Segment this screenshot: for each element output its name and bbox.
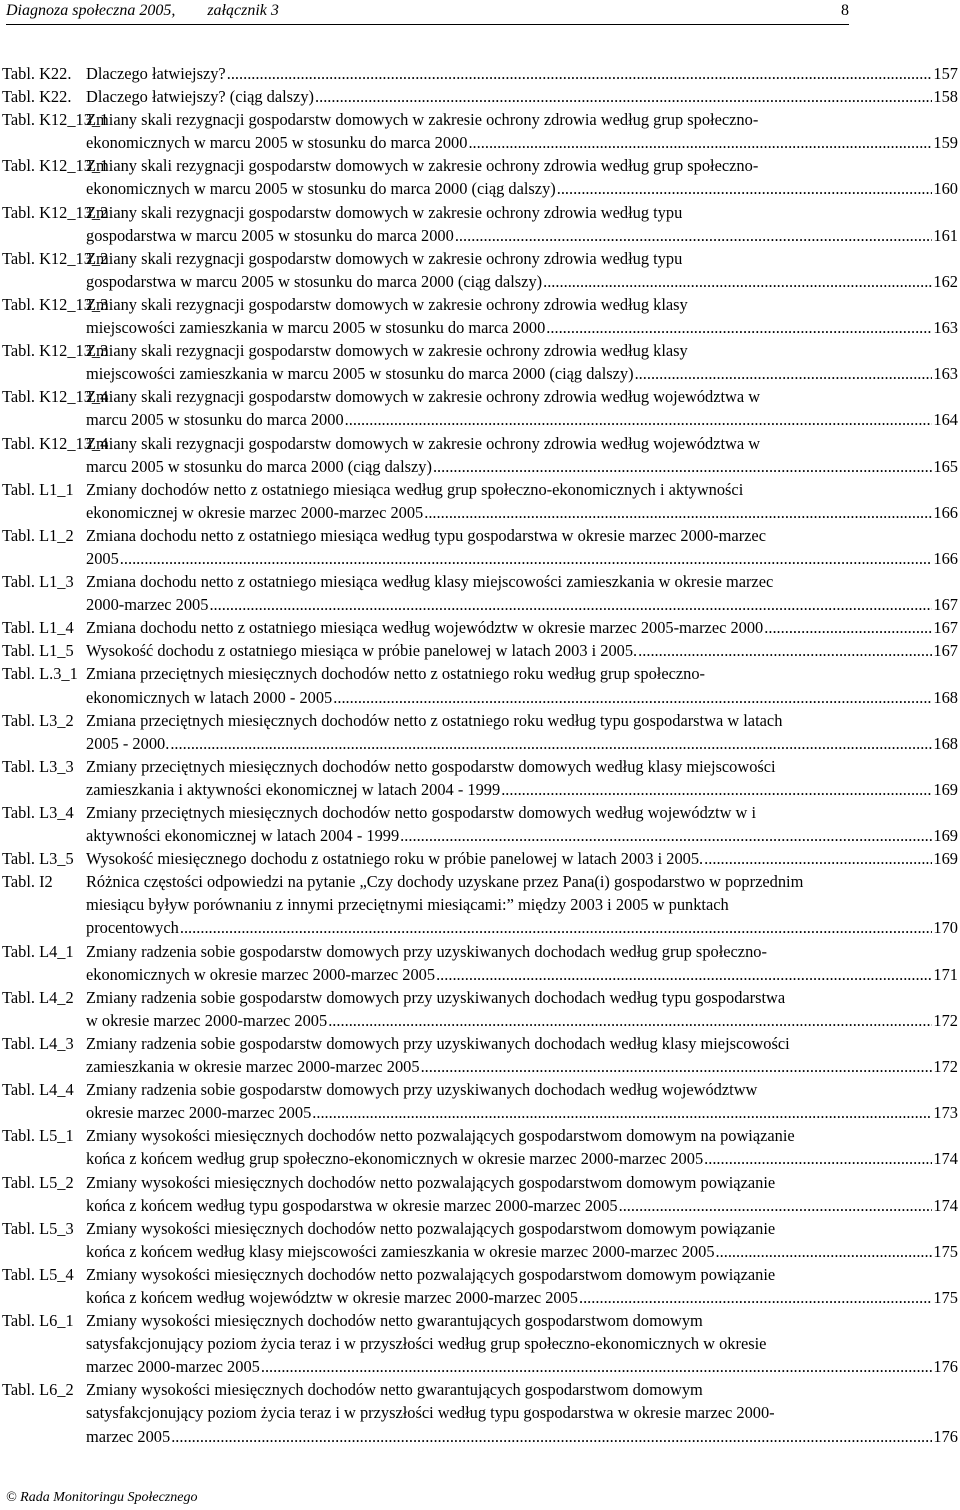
toc-entry[interactable] <box>2 847 958 870</box>
toc-entry-text: ekonomicznych w okresie marzec 2000-marzec 2005 <box>86 964 436 984</box>
toc-entry[interactable] <box>2 1378 958 1447</box>
dot-leader <box>455 224 933 247</box>
toc-entry-last-line <box>86 1286 958 1309</box>
dot-leader <box>171 1425 932 1448</box>
toc-entry-page[interactable]: 161 <box>933 225 958 245</box>
toc-entry-label: Tabl. K22. <box>2 64 72 83</box>
toc-entry-page[interactable]: 167 <box>933 595 958 615</box>
toc-entry-page[interactable]: 163 <box>933 318 958 338</box>
toc-entry[interactable] <box>2 709 958 755</box>
toc-entry-text-line: Zmiany skali rezygnacji gospodarstw domowych w zakresie ochrony zdrowia według typu <box>86 248 683 268</box>
table-of-contents <box>2 62 958 1448</box>
toc-entry-text: końca z końcem według typu gospodarstwa w okresie marzec 2000-marzec 2005 <box>86 1195 618 1215</box>
toc-entry-text-line: Zmiany skali rezygnacji gospodarstw domowych w zakresie ochrony zdrowia według województwa w <box>86 433 761 453</box>
toc-entry-text: marzec 2000-marzec 2005 <box>86 1357 260 1377</box>
toc-entry-page[interactable]: 173 <box>933 1103 958 1123</box>
toc-entry-text: zamieszkania w okresie marzec 2000-marzec 2005 <box>86 1057 420 1077</box>
toc-entry-text: gospodarstwa w marcu 2005 w stosunku do marca 2000 <box>86 225 454 245</box>
toc-entry-last-line <box>86 686 958 709</box>
toc-entry-text: Zmiana dochodu netto z ostatniego miesiąca według województw w okresie marzec 2005-marzec 2000 <box>86 618 764 638</box>
toc-entry-text: Dlaczego łatwiejszy? <box>86 64 226 83</box>
toc-entry-text: końca z końcem według województw w okresie marzec 2000-marzec 2005 <box>86 1287 578 1307</box>
toc-entry-label: Tabl. K12_13_1 <box>2 110 109 130</box>
toc-entry[interactable] <box>2 940 958 986</box>
toc-entry-page[interactable]: 158 <box>933 87 958 107</box>
toc-entry-page[interactable]: 164 <box>933 410 958 430</box>
dot-leader <box>120 547 933 570</box>
toc-entry[interactable] <box>2 616 958 639</box>
toc-entry-text-line: Zmiany radzenia sobie gospodarstw domowych przy uzyskiwanych dochodach według województww <box>86 1080 758 1100</box>
dot-leader <box>261 1355 933 1378</box>
dot-leader <box>180 916 933 939</box>
toc-entry-page[interactable]: 172 <box>933 1010 958 1030</box>
toc-entry-label: Tabl. K12_13_3 <box>2 341 109 361</box>
toc-entry-label: Tabl. L3_4 <box>2 803 74 822</box>
toc-entry-label: Tabl. L5_3 <box>2 1218 74 1238</box>
toc-entry-last-line <box>86 616 958 639</box>
toc-entry-text: procentowych <box>86 918 179 938</box>
dot-leader <box>312 1101 932 1124</box>
toc-entry-text-line: Zmiany przeciętnych miesięcznych dochodów netto gospodarstw domowych według klasy miejscowości <box>86 756 776 776</box>
page-number: 8 <box>841 2 849 19</box>
toc-entry[interactable] <box>2 201 958 247</box>
toc-entry[interactable] <box>2 870 958 939</box>
toc-entry-label: Tabl. L5_2 <box>2 1172 74 1192</box>
dot-leader <box>333 686 932 709</box>
toc-entry-text-line: Zmiany radzenia sobie gospodarstw domowych przy uzyskiwanych dochodach według grup społeczno- <box>86 941 767 961</box>
toc-entry-text: Dlaczego łatwiejszy? (ciąg dalszy) <box>86 87 314 107</box>
toc-entry-text: marcu 2005 w stosunku do marca 2000 <box>86 410 344 430</box>
toc-entry-page[interactable]: 174 <box>933 1195 958 1215</box>
toc-entry-page[interactable]: 175 <box>933 1287 958 1307</box>
toc-entry-page[interactable]: 168 <box>933 733 958 753</box>
toc-entry-label: Tabl. L5_4 <box>2 1264 74 1284</box>
toc-entry-text: okresie marzec 2000-marzec 2005 <box>86 1103 312 1123</box>
dot-leader <box>704 1147 932 1170</box>
toc-entry-label: Tabl. L3_5 <box>2 849 74 869</box>
toc-entry[interactable] <box>2 1032 958 1078</box>
dot-leader <box>579 1286 932 1309</box>
toc-entry-text: aktywności ekonomicznej w latach 2004 - 1999 <box>86 826 400 846</box>
dot-leader <box>468 131 932 154</box>
dot-leader <box>543 270 932 293</box>
toc-entry-text: ekonomicznych w marcu 2005 w stosunku do marca 2000 <box>86 133 468 153</box>
toc-entry[interactable] <box>2 986 958 1032</box>
toc-entry-label: Tabl. K12_13_2 <box>2 202 109 222</box>
toc-entry-last-line <box>86 593 958 616</box>
toc-entry-last-line <box>86 963 958 986</box>
toc-entry-text: marcu 2005 w stosunku do marca 2000 (ciąg dalszy) <box>86 456 432 476</box>
toc-entry[interactable] <box>2 662 958 708</box>
toc-entry-page[interactable]: 176 <box>933 1357 958 1377</box>
toc-entry-text-line: Zmiana przeciętnych miesięcznych dochodów netto z ostatniego roku według grup społeczno- <box>86 664 705 684</box>
toc-entry-last-line <box>86 1147 958 1170</box>
toc-entry-text: zamieszkania i aktywności ekonomicznej w latach 2004 - 1999 <box>86 779 501 799</box>
toc-entry-label: Tabl. L4_1 <box>2 941 74 961</box>
toc-entry-label: Tabl. K12_13_4 <box>2 387 109 407</box>
toc-entry[interactable] <box>2 1171 958 1217</box>
toc-entry-text: 2005 <box>86 548 119 568</box>
dot-leader <box>638 639 932 662</box>
toc-entry-last-line <box>86 501 958 524</box>
dot-leader <box>764 616 932 639</box>
toc-entry[interactable] <box>2 524 958 570</box>
toc-entry[interactable] <box>2 1263 958 1309</box>
page-footer: © Rada Monitoringu Społecznego <box>6 1490 198 1505</box>
toc-entry-last-line <box>86 547 958 570</box>
toc-entry-last-line <box>86 732 958 755</box>
toc-entry-last-line <box>86 1009 958 1032</box>
toc-entry-page[interactable]: 176 <box>933 1426 958 1446</box>
toc-entry[interactable] <box>2 1217 958 1263</box>
toc-entry-last-line <box>86 270 958 293</box>
toc-entry-last-line <box>86 847 958 870</box>
toc-entry[interactable] <box>2 1124 958 1170</box>
toc-entry-text-line: miesiącu byływ porównaniu z innymi przeciętnymi miesiącami:” między 2003 i 2005 w punktach <box>86 895 729 915</box>
toc-entry-text: miejscowości zamieszkania w marcu 2005 w stosunku do marca 2000 <box>86 318 546 338</box>
toc-entry-page[interactable]: 168 <box>933 687 958 707</box>
toc-entry[interactable] <box>2 247 958 293</box>
toc-entry-label: Tabl. I2 <box>2 872 53 892</box>
toc-entry-page[interactable]: 165 <box>933 456 958 476</box>
toc-entry-label: Tabl. L.3_1 <box>2 664 78 684</box>
toc-entry-last-line <box>86 316 958 339</box>
toc-entry-label: Tabl. L6_1 <box>2 1311 74 1331</box>
toc-entry-label: Tabl. L5_1 <box>2 1126 74 1146</box>
toc-entry-page[interactable]: 167 <box>933 641 958 661</box>
toc-entry-label: Tabl. L3_2 <box>2 710 74 730</box>
toc-entry-label: Tabl. K12_13_1 <box>2 156 109 176</box>
toc-entry[interactable] <box>2 85 958 108</box>
toc-entry-text: 2005 - 2000. <box>86 733 170 753</box>
toc-entry-label: Tabl. L3_3 <box>2 756 74 776</box>
toc-entry-last-line <box>86 85 958 108</box>
toc-entry-label: Tabl. L4_2 <box>2 987 74 1007</box>
toc-entry-text: marzec 2005 <box>86 1426 171 1446</box>
toc-entry[interactable] <box>2 339 958 385</box>
toc-entry[interactable] <box>2 385 958 431</box>
toc-entry-text: ekonomicznych w marcu 2005 w stosunku do marca 2000 (ciąg dalszy) <box>86 179 556 199</box>
toc-entry-page[interactable]: 171 <box>933 964 958 984</box>
toc-entry-label: Tabl. L4_4 <box>2 1080 74 1100</box>
toc-entry-text-line: Zmiana dochodu netto z ostatniego miesiąca według typu gospodarstwa w okresie marzec 2000-marzec <box>86 525 766 545</box>
toc-entry-last-line <box>86 639 958 662</box>
toc-entry-label: Tabl. L1_1 <box>2 479 74 499</box>
toc-entry-text-line: Zmiany skali rezygnacji gospodarstw domowych w zakresie ochrony zdrowia według grup społeczno- <box>86 110 759 130</box>
dot-leader <box>170 732 932 755</box>
dot-leader <box>328 1009 932 1032</box>
toc-entry-text-line: Różnica częstości odpowiedzi na pytanie „Czy dochody uzyskane przez Pana(i) gospodarstwo w poprzednim <box>86 872 804 892</box>
toc-entry-page[interactable]: 169 <box>933 826 958 846</box>
toc-entry[interactable] <box>2 293 958 339</box>
dot-leader <box>345 408 933 431</box>
toc-entry-page[interactable]: 169 <box>933 779 958 799</box>
toc-entry-text-line: Zmiany skali rezygnacji gospodarstw domowych w zakresie ochrony zdrowia według klasy <box>86 341 688 361</box>
page-header <box>6 2 849 25</box>
dot-leader <box>227 62 933 85</box>
toc-entry-text-line: Zmiany radzenia sobie gospodarstw domowych przy uzyskiwanych dochodach według klasy miejscowości <box>86 1033 790 1053</box>
toc-entry-last-line <box>86 1194 958 1217</box>
toc-entry-label: Tabl. K12_13_2 <box>2 248 109 268</box>
toc-entry-page[interactable]: 157 <box>933 64 958 83</box>
dot-leader <box>635 362 933 385</box>
toc-entry-text: końca z końcem według grup społeczno-ekonomicznych w okresie marzec 2000-marzec 2005 <box>86 1149 704 1169</box>
toc-entry-label: Tabl. L1_5 <box>2 641 74 661</box>
dot-leader <box>557 177 933 200</box>
dot-leader <box>546 316 932 339</box>
toc-entry-last-line <box>86 916 958 939</box>
toc-entry-text: gospodarstwa w marcu 2005 w stosunku do marca 2000 (ciąg dalszy) <box>86 271 543 291</box>
toc-entry-text-line: Zmiany radzenia sobie gospodarstw domowych przy uzyskiwanych dochodach według typu gospodarstwa <box>86 987 786 1007</box>
toc-entry[interactable] <box>2 639 958 662</box>
toc-entry-page[interactable]: 169 <box>933 849 958 869</box>
toc-entry-text-line: Zmiany wysokości miesięcznych dochodów netto pozwalających gospodarstwom domowym powiązanie <box>86 1264 776 1284</box>
dot-leader <box>501 778 932 801</box>
toc-entry-last-line <box>86 1101 958 1124</box>
toc-entry-text: 2000-marzec 2005 <box>86 595 209 615</box>
dot-leader <box>421 1055 933 1078</box>
toc-entry-last-line <box>86 1425 958 1448</box>
toc-entry-page[interactable]: 162 <box>933 271 958 291</box>
toc-entry-last-line <box>86 62 958 85</box>
document-title: Diagnoza społeczna 2005, załącznik 3 <box>6 2 279 19</box>
toc-entry[interactable] <box>2 755 958 801</box>
toc-entry[interactable] <box>2 62 958 85</box>
toc-entry-last-line <box>86 1355 958 1378</box>
toc-entry-label: Tabl. L4_3 <box>2 1033 74 1053</box>
toc-entry[interactable] <box>2 1078 958 1124</box>
dot-leader <box>436 963 932 986</box>
dot-leader <box>433 455 932 478</box>
toc-entry-page[interactable]: 160 <box>933 179 958 199</box>
toc-entry-text: ekonomicznych w latach 2000 - 2005 <box>86 687 333 707</box>
toc-entry-text-line: Zmiany wysokości miesięcznych dochodów netto pozwalających gospodarstwom domowym na powiązanie <box>86 1126 795 1146</box>
toc-entry-last-line <box>86 1240 958 1263</box>
toc-entry[interactable] <box>2 154 958 200</box>
toc-entry-last-line <box>86 224 958 247</box>
dot-leader <box>704 847 932 870</box>
toc-entry[interactable] <box>2 570 958 616</box>
toc-entry-last-line <box>86 824 958 847</box>
toc-entry-text: miejscowości zamieszkania w marcu 2005 w stosunku do marca 2000 (ciąg dalszy) <box>86 364 634 384</box>
toc-entry-label: Tabl. L6_2 <box>2 1380 74 1400</box>
toc-entry-label: Tabl. K12_13_4 <box>2 433 109 453</box>
toc-entry-text-line: Zmiana przeciętnych miesięcznych dochodów netto z ostatniego roku według typu gospodarstwa w latach <box>86 710 783 730</box>
toc-entry-text-line: Zmiany wysokości miesięcznych dochodów netto pozwalających gospodarstwom domowym powiązanie <box>86 1172 776 1192</box>
toc-entry-label: Tabl. K22. <box>2 87 72 107</box>
toc-entry-last-line <box>86 455 958 478</box>
toc-entry[interactable] <box>2 432 958 478</box>
dot-leader <box>716 1240 933 1263</box>
toc-entry-text-line: Zmiany wysokości miesięcznych dochodów netto gwarantujących gospodarstwom domowym <box>86 1380 703 1400</box>
toc-entry-page[interactable]: 174 <box>933 1149 958 1169</box>
toc-entry-text-line: Zmiany skali rezygnacji gospodarstw domowych w zakresie ochrony zdrowia według klasy <box>86 294 688 314</box>
toc-entry-text-line: Zmiany wysokości miesięcznych dochodów netto gwarantujących gospodarstwom domowym <box>86 1311 703 1331</box>
toc-entry-page[interactable]: 172 <box>933 1057 958 1077</box>
toc-entry-label: Tabl. L1_2 <box>2 525 74 545</box>
dot-leader <box>619 1194 933 1217</box>
toc-entry-page[interactable]: 166 <box>933 502 958 522</box>
toc-entry-text: w okresie marzec 2000-marzec 2005 <box>86 1010 328 1030</box>
toc-entry-text-line: Zmiana dochodu netto z ostatniego miesiąca według klasy miejscowości zamieszkania w okresie marzec <box>86 572 774 592</box>
toc-entry-label: Tabl. K12_13_3 <box>2 294 109 314</box>
toc-entry-text-line: Zmiany skali rezygnacji gospodarstw domowych w zakresie ochrony zdrowia według województwa w <box>86 387 761 407</box>
toc-entry-text-line: satysfakcjonujący poziom życia teraz i w przyszłości według grup społeczno-ekonomicznych w okresie <box>86 1334 767 1354</box>
toc-entry-text: Wysokość dochodu z ostatniego miesiąca w próbie panelowej w latach 2003 i 2005. <box>86 641 638 661</box>
toc-entry-last-line <box>86 177 958 200</box>
toc-entry-label: Tabl. L1_3 <box>2 572 74 592</box>
toc-entry-text-line: Zmiany skali rezygnacji gospodarstw domowych w zakresie ochrony zdrowia według typu <box>86 202 683 222</box>
toc-entry-last-line <box>86 778 958 801</box>
toc-entry[interactable] <box>2 801 958 847</box>
toc-entry-page[interactable]: 163 <box>933 364 958 384</box>
toc-entry-text-line: Zmiany wysokości miesięcznych dochodów netto pozwalających gospodarstwom domowym powiązanie <box>86 1218 776 1238</box>
toc-entry-text-line: Zmiany dochodów netto z ostatniego miesiąca według grup społeczno-ekonomicznych i aktywności <box>86 479 744 499</box>
toc-entry-last-line <box>86 362 958 385</box>
toc-entry-page[interactable]: 167 <box>933 618 958 638</box>
dot-leader <box>209 593 932 616</box>
toc-entry-text: Wysokość miesięcznego dochodu z ostatniego roku w próbie panelowej w latach 2003 i 2005. <box>86 849 704 869</box>
toc-entry-last-line <box>86 1055 958 1078</box>
toc-entry-label: Tabl. L1_4 <box>2 618 74 638</box>
dot-leader <box>400 824 932 847</box>
toc-entry-last-line <box>86 408 958 431</box>
toc-entry-text: ekonomicznej w okresie marzec 2000-marzec 2005 <box>86 502 424 522</box>
dot-leader <box>315 85 932 108</box>
toc-entry-page[interactable]: 170 <box>933 918 958 938</box>
toc-entry-text-line: satysfakcjonujący poziom życia teraz i w przyszłości według typu gospodarstwa w okresie marzec 2000- <box>86 1403 775 1423</box>
toc-entry[interactable] <box>2 108 958 154</box>
toc-entry[interactable] <box>2 478 958 524</box>
toc-entry-page[interactable]: 166 <box>933 548 958 568</box>
toc-entry-page[interactable]: 175 <box>933 1241 958 1261</box>
dot-leader <box>424 501 932 524</box>
toc-entry-last-line <box>86 131 958 154</box>
toc-entry-text-line: Zmiany przeciętnych miesięcznych dochodów netto gospodarstw domowych według województw w i <box>86 803 757 822</box>
toc-entry[interactable] <box>2 1309 958 1378</box>
toc-entry-text: końca z końcem według klasy miejscowości zamieszkania w okresie marzec 2000-marzec 2005 <box>86 1241 715 1261</box>
toc-entry-text-line: Zmiany skali rezygnacji gospodarstw domowych w zakresie ochrony zdrowia według grup społeczno- <box>86 156 759 176</box>
toc-entry-page[interactable]: 159 <box>933 133 958 153</box>
